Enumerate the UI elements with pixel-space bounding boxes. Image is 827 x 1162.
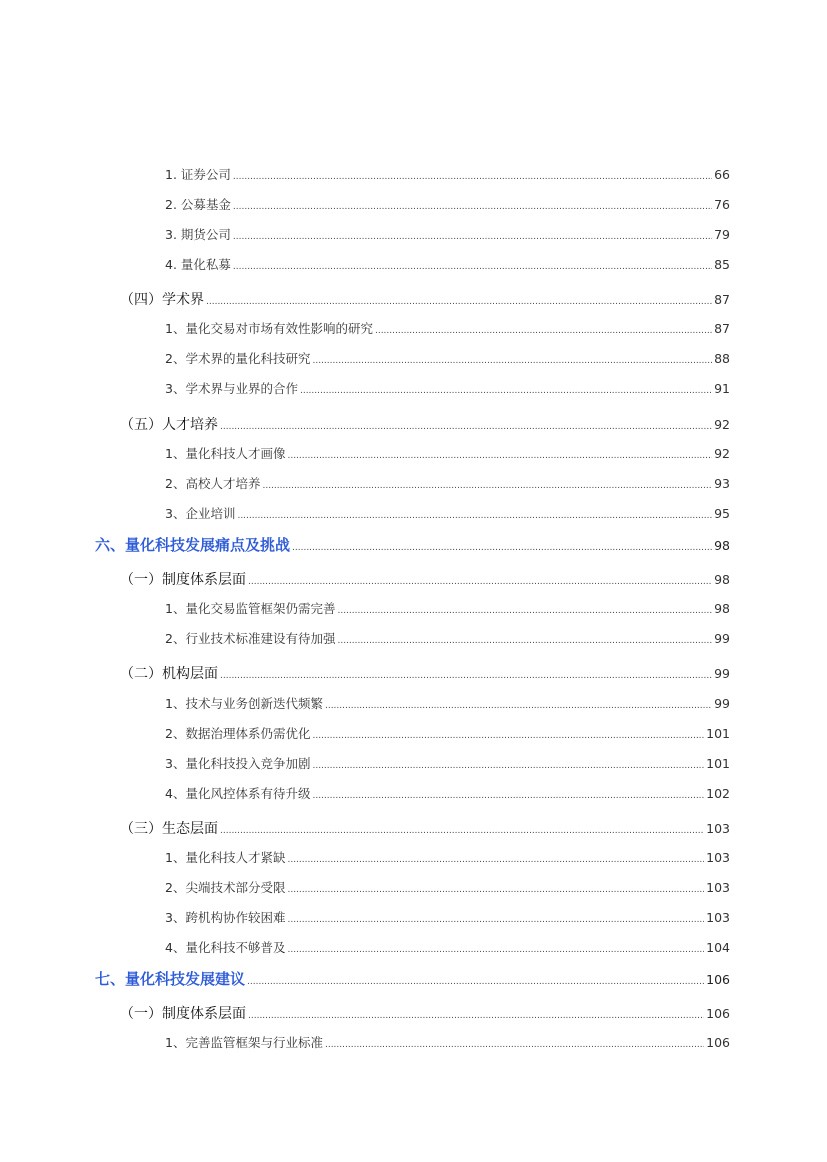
toc-page-number: 92	[714, 446, 730, 461]
toc-page-number: 103	[706, 910, 730, 925]
toc-entry-title: 3、量化科技投入竞争加剧	[165, 756, 311, 771]
toc-page-number: 106	[706, 1035, 730, 1050]
toc-page-number: 98	[714, 538, 730, 553]
toc-page-number: 87	[714, 321, 730, 336]
leader-dots	[287, 885, 704, 895]
toc-page-number: 66	[714, 167, 730, 182]
toc-section[interactable]	[120, 569, 730, 589]
leader-dots	[287, 915, 704, 925]
toc-entry[interactable]	[165, 784, 730, 802]
leader-dots	[337, 636, 712, 646]
toc-section-title: （三）生态层面	[120, 821, 218, 837]
toc-section-title: （四）学术界	[120, 292, 204, 308]
leader-dots	[220, 422, 712, 432]
toc-entry[interactable]	[165, 629, 730, 647]
toc-entry-title: 2、数据治理体系仍需优化	[165, 726, 311, 741]
toc-entry-title: 1、量化交易监管框架仍需完善	[165, 601, 336, 616]
toc-entry[interactable]	[165, 349, 730, 367]
toc-entry-title: 2、行业技术标准建设有待加强	[165, 631, 336, 646]
toc-page-number: 91	[714, 381, 730, 396]
toc-page-number: 88	[714, 351, 730, 366]
leader-dots	[337, 606, 712, 616]
toc-entry-title: 4. 量化私募	[165, 257, 231, 272]
toc-section-title: （一）制度体系层面	[120, 1006, 246, 1022]
toc-page-number: 106	[706, 972, 730, 987]
toc-page-number: 76	[714, 197, 730, 212]
toc-entry[interactable]	[165, 848, 730, 866]
toc-entry-title: 4、量化科技不够普及	[165, 940, 286, 955]
toc-chapter-title: 七、量化科技发展建议	[95, 970, 246, 988]
toc-page-number: 98	[714, 601, 730, 616]
toc-page-number: 103	[706, 821, 730, 836]
toc-entry[interactable]	[165, 724, 730, 742]
toc-page-number: 87	[714, 292, 730, 307]
toc-entry-title: 1. 证券公司	[165, 167, 231, 182]
leader-dots	[237, 511, 712, 521]
toc-entry-title: 2. 公募基金	[165, 197, 231, 212]
toc-section[interactable]	[120, 818, 730, 838]
leader-dots	[300, 386, 712, 396]
toc-entry[interactable]	[165, 504, 730, 522]
toc-entry[interactable]	[165, 379, 730, 397]
toc-entry-title: 3、跨机构协作较困难	[165, 910, 286, 925]
toc-page-number: 101	[706, 726, 730, 741]
leader-dots	[248, 577, 712, 587]
toc-page-number: 99	[714, 631, 730, 646]
leader-dots	[262, 481, 712, 491]
toc-entry-title: 2、高校人才培养	[165, 476, 261, 491]
toc-entry-title: 1、量化交易对市场有效性影响的研究	[165, 321, 373, 336]
leader-dots	[292, 543, 712, 553]
toc-page-number: 98	[714, 572, 730, 587]
toc-entry-title: 1、技术与业务创新迭代频繁	[165, 696, 323, 711]
toc-entry-title: 1、完善监管框架与行业标准	[165, 1035, 323, 1050]
toc-page-number: 103	[706, 880, 730, 895]
toc-entry[interactable]	[165, 444, 730, 462]
toc-page-number: 85	[714, 257, 730, 272]
toc-entry[interactable]	[165, 474, 730, 492]
toc-chapter-title: 六、量化科技发展痛点及挑战	[95, 536, 291, 554]
toc-entry-title: 1、量化科技人才画像	[165, 446, 286, 461]
leader-dots	[312, 731, 704, 741]
leader-dots	[325, 1040, 704, 1050]
toc-entry-title: 1、量化科技人才紧缺	[165, 850, 286, 865]
leader-dots	[287, 945, 704, 955]
toc-section[interactable]	[120, 289, 730, 309]
leader-dots	[287, 855, 704, 865]
toc-section[interactable]	[120, 414, 730, 434]
toc-entry[interactable]	[165, 908, 730, 926]
toc-entry[interactable]	[165, 195, 730, 213]
toc-section[interactable]	[120, 663, 730, 683]
leader-dots	[312, 791, 704, 801]
toc-page-number: 92	[714, 417, 730, 432]
toc-section[interactable]	[120, 1003, 730, 1023]
toc-page-number: 93	[714, 476, 730, 491]
toc-page-number: 79	[714, 227, 730, 242]
toc-entry[interactable]	[165, 1033, 730, 1051]
toc-page-number: 95	[714, 506, 730, 521]
toc-page-number: 99	[714, 666, 730, 681]
leader-dots	[220, 671, 712, 681]
toc-entry[interactable]	[165, 754, 730, 772]
toc-chapter[interactable]	[95, 534, 730, 555]
leader-dots	[247, 977, 704, 987]
toc-chapter[interactable]	[95, 968, 730, 989]
toc-entry[interactable]	[165, 938, 730, 956]
toc-page-number: 103	[706, 850, 730, 865]
toc-entry-title: 2、学术界的量化科技研究	[165, 351, 311, 366]
toc-entry-title: 2、尖端技术部分受限	[165, 880, 286, 895]
leader-dots	[325, 701, 712, 711]
leader-dots	[233, 202, 712, 212]
toc-entry-title: 3、企业培训	[165, 506, 236, 521]
toc-page-number: 104	[706, 940, 730, 955]
toc-entry[interactable]	[165, 878, 730, 896]
toc-entry-title: 3、学术界与业界的合作	[165, 381, 298, 396]
toc-entry[interactable]	[165, 225, 730, 243]
toc-page-number: 99	[714, 696, 730, 711]
toc-page-number: 102	[706, 786, 730, 801]
toc-entry-title: 4、量化风控体系有待升级	[165, 786, 311, 801]
toc-section-title: （五）人才培养	[120, 417, 218, 433]
leader-dots	[312, 356, 712, 366]
toc-entry[interactable]	[165, 319, 730, 337]
toc-page-number: 101	[706, 756, 730, 771]
toc-entry[interactable]	[165, 165, 730, 183]
leader-dots	[206, 297, 712, 307]
leader-dots	[233, 172, 712, 182]
toc-page-number: 106	[706, 1006, 730, 1021]
toc-entry[interactable]	[165, 694, 730, 712]
toc-section-title: （一）制度体系层面	[120, 572, 246, 588]
leader-dots	[233, 232, 712, 242]
leader-dots	[233, 262, 712, 272]
leader-dots	[287, 451, 712, 461]
leader-dots	[312, 761, 704, 771]
toc-entry[interactable]	[165, 599, 730, 617]
toc-entry[interactable]	[165, 255, 730, 273]
toc-section-title: （二）机构层面	[120, 666, 218, 682]
leader-dots	[220, 826, 704, 836]
leader-dots	[248, 1011, 704, 1021]
toc-entry-title: 3. 期货公司	[165, 227, 231, 242]
leader-dots	[375, 326, 712, 336]
